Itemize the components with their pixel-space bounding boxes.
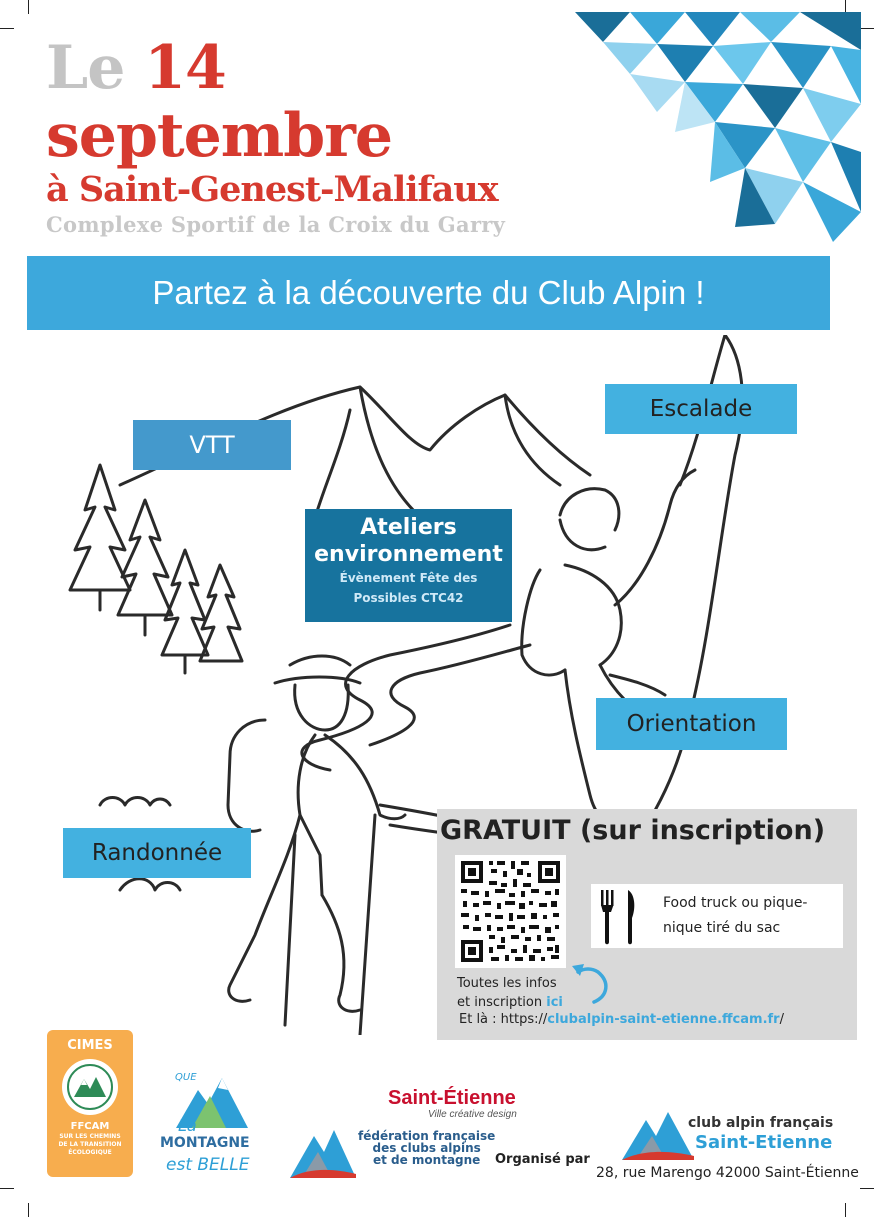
infos-line-2: et inscription ici <box>457 995 563 1010</box>
date-line <box>46 33 226 103</box>
activity-randonnee: Randonnée <box>63 828 251 878</box>
crop-mark <box>0 28 14 29</box>
registration-title <box>440 815 825 846</box>
qr-code-graphic <box>455 855 566 968</box>
caf-logo-icon <box>620 1106 696 1162</box>
cimes-sub-1: SUR LES CHEMINS <box>59 1133 121 1140</box>
registration-infos <box>457 974 563 1012</box>
activity-ateliers <box>305 509 512 622</box>
caf-city: Saint-Etienne <box>695 1132 833 1153</box>
curved-arrow-icon <box>568 958 612 1006</box>
montagne-la: La <box>178 1116 197 1135</box>
organiser-address: 28, rue Marengo 42000 Saint-Étienne <box>596 1165 859 1181</box>
caf-name: club alpin français <box>688 1115 834 1131</box>
montagne-que: QUE <box>175 1072 197 1083</box>
date-month: septembre <box>46 101 393 171</box>
saint-etienne-tagline: Ville créative design <box>428 1109 517 1120</box>
ateliers-sub-2: Possibles CTC42 <box>353 591 464 605</box>
inscription-link[interactable]: ici <box>546 995 563 1010</box>
ateliers-sub-1: Évènement Fête des <box>339 571 478 585</box>
activity-escalade: Escalade <box>605 384 797 434</box>
organised-by-label: Organisé par <box>495 1152 590 1167</box>
event-venue: Complexe Sportif de la Croix du Garry <box>46 212 506 237</box>
infos-line-1: Toutes les infos <box>457 976 557 991</box>
event-location: à Saint-Genest-Malifaux <box>46 169 498 210</box>
activity-vtt: VTT <box>133 420 291 470</box>
cimes-logo <box>47 1030 133 1177</box>
crop-mark <box>860 28 874 29</box>
food-line-1: Food truck ou pique- <box>663 895 808 911</box>
cimes-emblem-icon <box>60 1057 120 1117</box>
crop-mark <box>28 0 29 14</box>
cimes-ffcam: FFCAM <box>70 1121 110 1132</box>
saint-etienne-logo: Saint-Étienne <box>388 1087 516 1109</box>
ffcam-line-3: et de montagne <box>372 1153 481 1167</box>
triangle-mosaic-decoration <box>575 12 861 242</box>
montagne-word: MONTAGNE <box>160 1135 250 1151</box>
fork-knife-icon <box>598 888 640 946</box>
website-line: Et là : https://clubalpin-saint-etienne.ffcam.fr/ <box>459 1012 784 1027</box>
crop-mark <box>28 1203 29 1217</box>
ffcam-name <box>358 1130 495 1166</box>
ffcam-logo-icon <box>288 1122 358 1180</box>
ateliers-title-1: Ateliers <box>360 515 457 540</box>
crop-mark <box>0 1188 14 1189</box>
ateliers-title-2: environnement <box>314 542 503 567</box>
montagne-est-belle: est BELLE <box>166 1155 250 1175</box>
cimes-sub-2: DE LA TRANSITION <box>58 1141 122 1148</box>
sur-inscription-label: (sur inscription) <box>579 815 826 846</box>
crop-mark <box>860 1188 874 1189</box>
cimes-sub-3: ÉCOLOGIQUE <box>68 1149 112 1156</box>
food-info-text <box>663 891 807 941</box>
ffcam-line-1: fédération française <box>358 1129 496 1143</box>
ffcam-line-2: des clubs alpins <box>372 1141 481 1155</box>
gratuit-label: GRATUIT <box>440 815 571 846</box>
date-le: Le <box>46 33 125 103</box>
date-day: 14 <box>144 33 226 103</box>
crop-mark <box>845 1203 846 1217</box>
food-line-2: nique tiré du sac <box>663 920 781 936</box>
activity-orientation: Orientation <box>596 698 787 750</box>
cimes-title: CIMES <box>67 1038 113 1053</box>
qr-code[interactable] <box>455 855 566 968</box>
headline-banner: Partez à la découverte du Club Alpin ! <box>27 256 830 330</box>
website-link[interactable]: clubalpin-saint-etienne.ffcam.fr <box>547 1012 780 1027</box>
